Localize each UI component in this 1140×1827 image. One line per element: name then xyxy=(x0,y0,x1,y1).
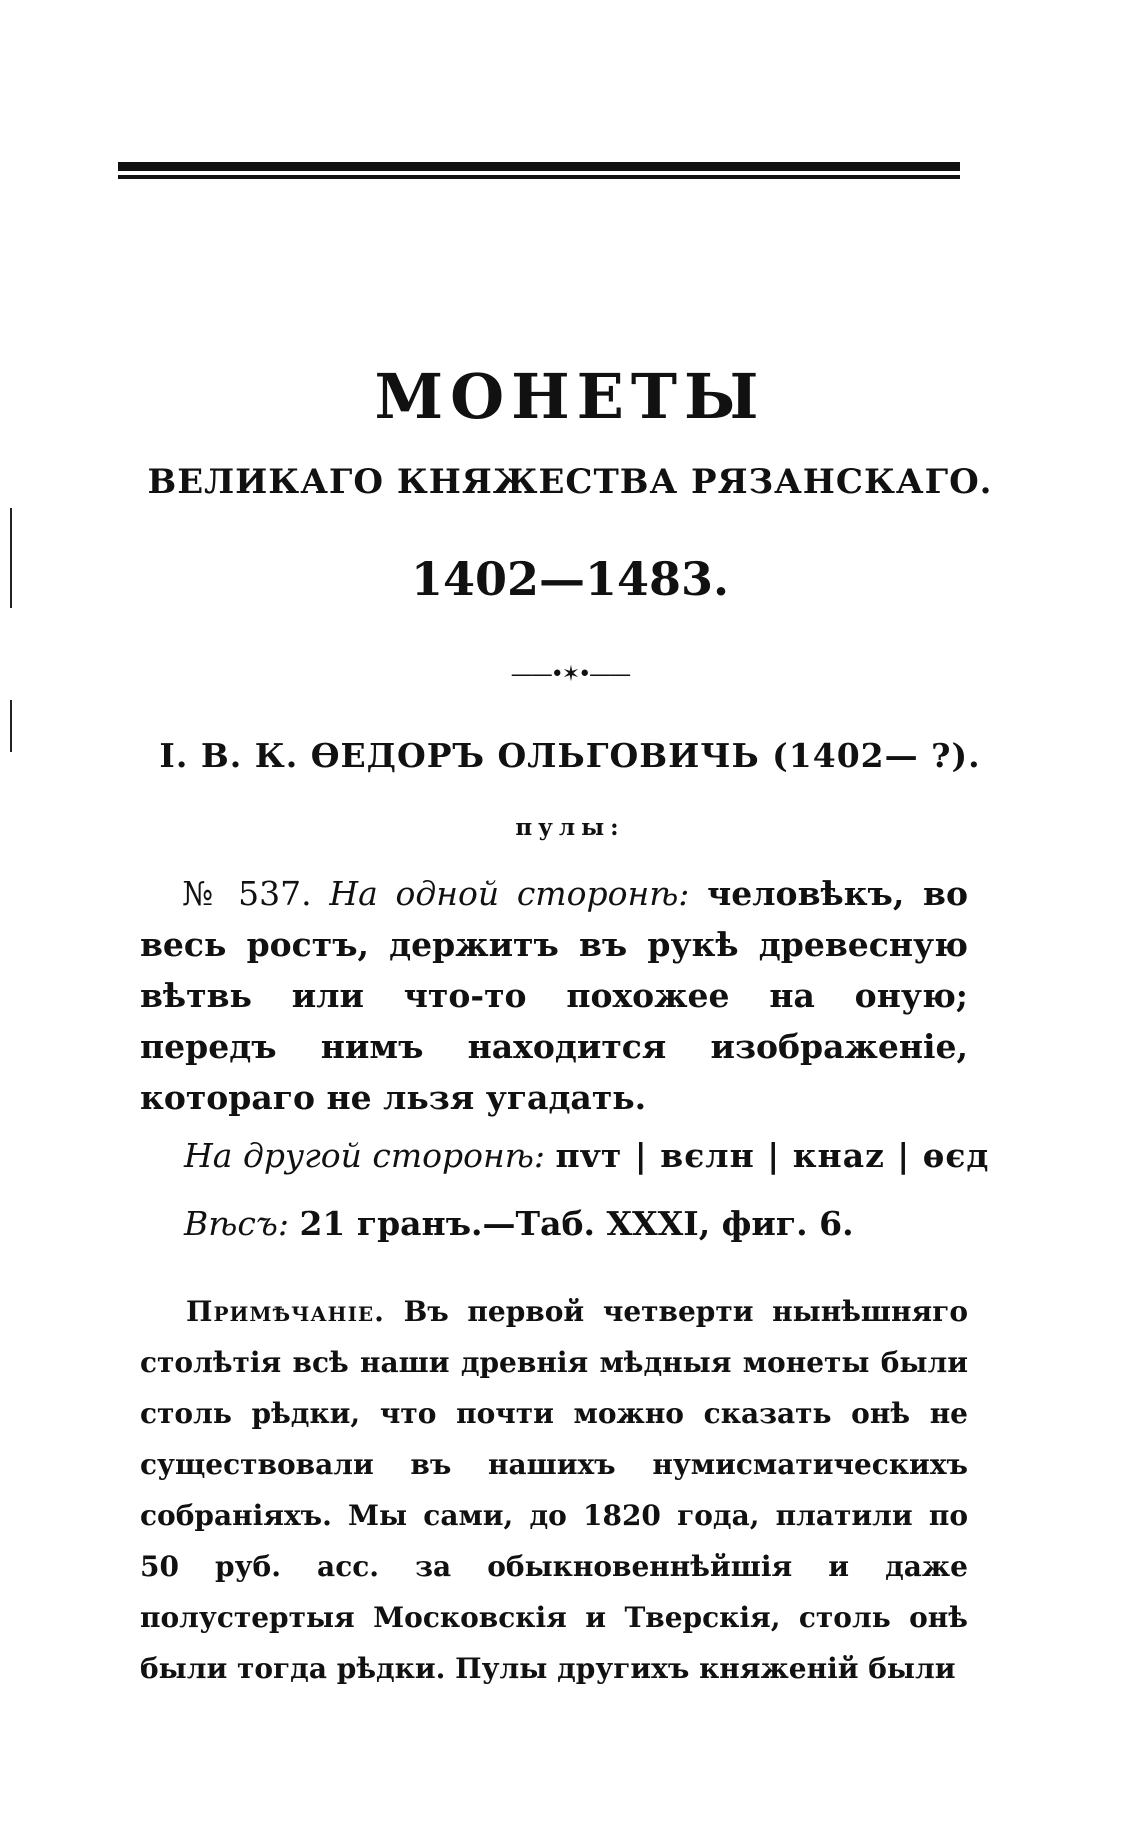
obverse-description: человѣкъ, во весь ростъ, держитъ въ рукѣ древесную вѣтвь или что-то похожее на оную; передъ нимъ находится изображеніе, котораго не льзя угадать. xyxy=(140,874,968,1117)
weight-label: Вѣсъ: xyxy=(184,1204,289,1243)
header-rule-thick xyxy=(118,162,960,171)
subheading: пулы: xyxy=(515,814,625,841)
year-range: 1402—1483. xyxy=(410,552,730,606)
reverse-line xyxy=(184,1136,990,1175)
reverse-inscription: пvт | вєлн | кнаz | ѳєд xyxy=(555,1136,990,1175)
note-label: Примѣчаніе. xyxy=(186,1295,385,1328)
entry-number: № 537. xyxy=(182,874,312,913)
page-subtitle: ВЕЛИКАГО КНЯЖЕСТВА РЯЗАНСКАГО. xyxy=(147,462,993,502)
weight-line xyxy=(184,1204,944,1243)
catalog-entry xyxy=(140,868,968,1123)
note-paragraph xyxy=(140,1286,968,1694)
weight-text: 21 гранъ.—Таб. XXXI, фиг. 6. xyxy=(299,1204,854,1243)
page-title: МОНЕТЫ xyxy=(374,360,766,433)
header-rule-thin xyxy=(118,175,960,179)
section-heading: I. В. К. ѲЕДОРЪ ОЛЬГОВИЧЬ (1402— ?). xyxy=(159,736,981,775)
ornament-divider: ——•✶•—— xyxy=(510,662,630,687)
note-text: Въ первой четверти нынѣшняго столѣтія всѣ наши древнія мѣдныя монеты были столь рѣдки, что почти можно сказать онѣ не существовали въ нашихъ нумисматическихъ собраніяхъ. Мы сами, до 1820 года, платили по 50 руб. асс. за обыкновеннѣйшія и даже полустертыя Московскія и Тверскія, столь онѣ были тогда рѣдки. Пулы другихъ княженій были xyxy=(140,1295,968,1685)
reverse-label: На другой сторонѣ: xyxy=(184,1136,546,1175)
obverse-label: На одной сторонѣ: xyxy=(329,874,690,913)
